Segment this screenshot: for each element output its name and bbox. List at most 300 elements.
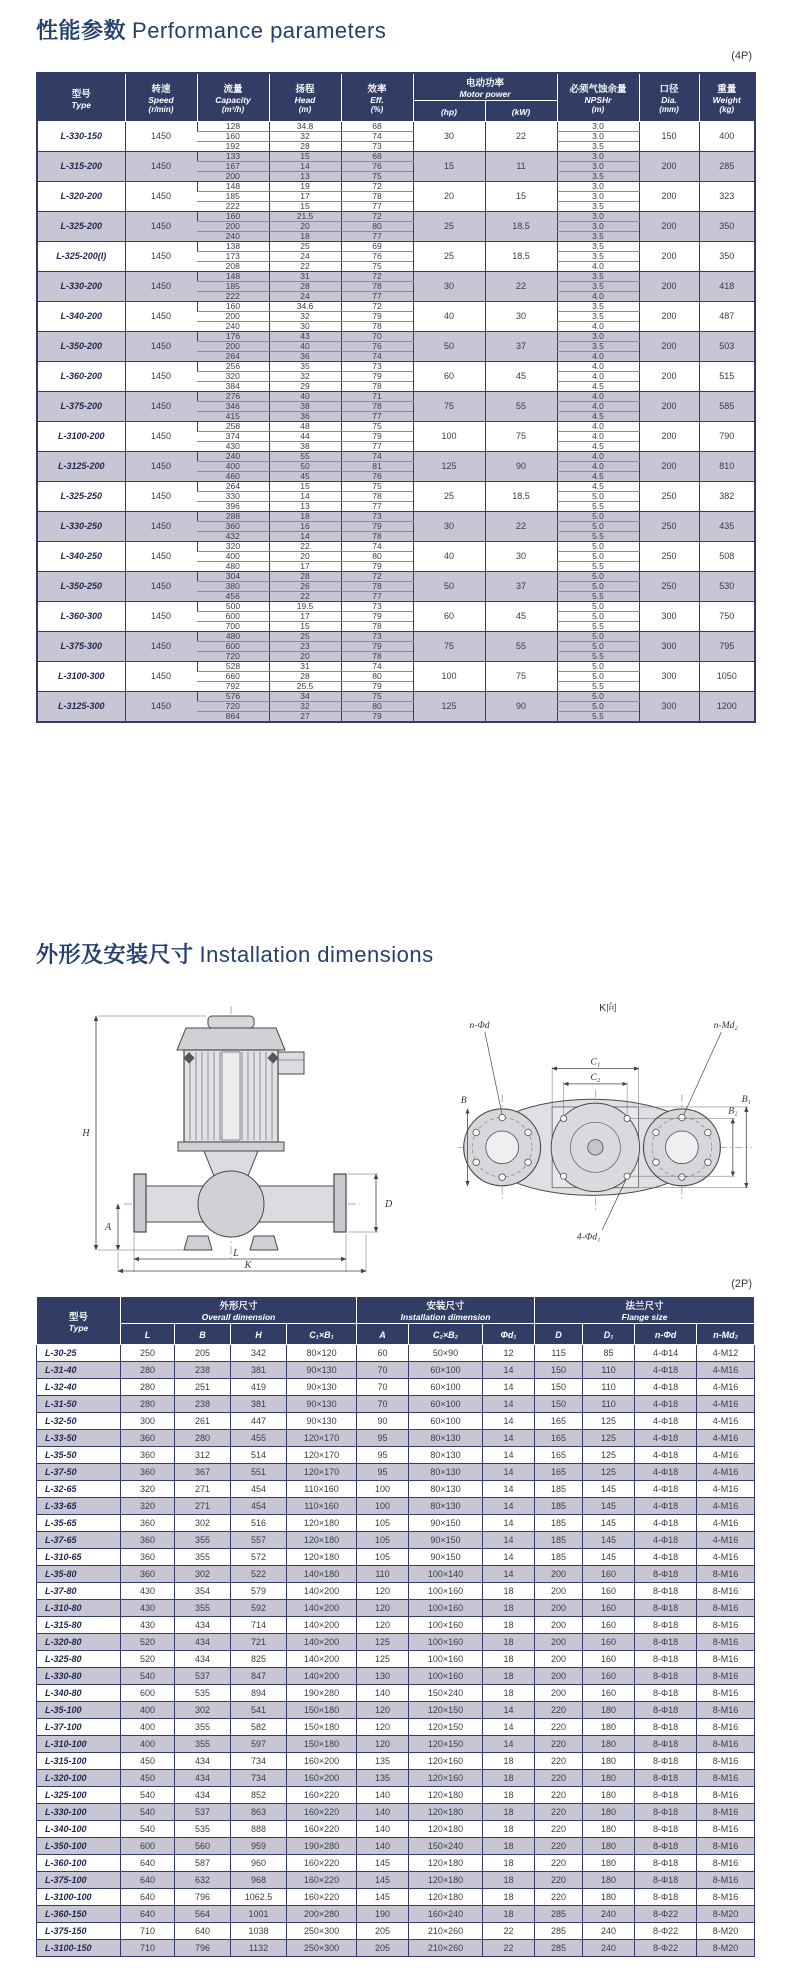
perf-cell-head: 31 — [269, 272, 341, 282]
perf-cell-head: 43 — [269, 332, 341, 342]
perf-cell-dia: 200 — [639, 422, 699, 452]
dims-cell: 145 — [583, 1481, 635, 1498]
dims-cell: 400 — [121, 1736, 175, 1753]
perf-cell-weight: 1200 — [699, 692, 755, 722]
perf-cell-npshr: 5.5 — [557, 562, 639, 572]
perf-cell-dia: 300 — [639, 692, 699, 722]
perf-row — [37, 152, 755, 162]
dims-cell: 150×180 — [287, 1702, 357, 1719]
dims-cell: 8-M16 — [697, 1719, 755, 1736]
dims-cell: 360 — [121, 1532, 175, 1549]
dims-row — [37, 1515, 755, 1532]
dims-cell: 125 — [583, 1447, 635, 1464]
dims-cell: 8-M16 — [697, 1804, 755, 1821]
perf-cell-npshr: 3.0 — [557, 152, 639, 162]
dims-cell: 560 — [175, 1838, 231, 1855]
dims-cell: 50×90 — [409, 1345, 483, 1362]
dims-cell: 360 — [121, 1566, 175, 1583]
perf-cell-npshr: 4.0 — [557, 392, 639, 402]
dims-cell: 120 — [357, 1702, 409, 1719]
perf-cell-npshr: 4.5 — [557, 412, 639, 422]
dims-cell: 14 — [483, 1430, 535, 1447]
perf-row — [37, 332, 755, 342]
dims-cell: 200 — [535, 1651, 583, 1668]
dims-cell-type: L-340-80 — [37, 1685, 121, 1702]
dims-cell: 355 — [175, 1736, 231, 1753]
perf-cell-npshr: 5.0 — [557, 692, 639, 702]
perf-cell-head: 25.5 — [269, 682, 341, 692]
dims-row — [37, 1362, 755, 1379]
dims-col-c2b2: C₂×B₂ — [409, 1324, 483, 1345]
dims-row — [37, 1481, 755, 1498]
dims-cell: 160×200 — [287, 1753, 357, 1770]
perf-cell-kw: 11 — [485, 152, 557, 182]
dims-cell: 180 — [583, 1804, 635, 1821]
perf-cell-capacity: 380 — [197, 582, 269, 592]
dims-cell: 312 — [175, 1447, 231, 1464]
perf-cell-dia: 250 — [639, 542, 699, 572]
perf-cell-speed: 1450 — [125, 512, 197, 542]
perf-cell-npshr: 3.0 — [557, 122, 639, 132]
perf-cell-capacity: 400 — [197, 462, 269, 472]
perf-cell-npshr: 5.0 — [557, 632, 639, 642]
dims-cell: 240 — [583, 1906, 635, 1923]
perf-cell-kw: 18.5 — [485, 212, 557, 242]
dims-cell: 640 — [121, 1889, 175, 1906]
perf-cell-npshr: 4.5 — [557, 472, 639, 482]
dims-cell: 8-M16 — [697, 1600, 755, 1617]
perf-cell-head: 34.8 — [269, 122, 341, 132]
perf-cell-capacity: 192 — [225, 141, 240, 152]
perf-cell-hp: 60 — [413, 602, 485, 632]
dims-cell: 14 — [483, 1549, 535, 1566]
dims-col-nmd2: n-Md₂ — [697, 1324, 755, 1345]
dims-cell: 4-Φ18 — [635, 1379, 697, 1396]
perf-cell-capacity: 600 — [197, 642, 269, 652]
dims-cell: 14 — [483, 1447, 535, 1464]
perf-cell-type: L-325-250 — [37, 482, 125, 512]
perf-cell-npshr: 5.0 — [557, 642, 639, 652]
dims-cell: 135 — [357, 1753, 409, 1770]
dims-cell: 18 — [483, 1685, 535, 1702]
dims-cell: 60×100 — [409, 1379, 483, 1396]
dims-cell: 90×150 — [409, 1549, 483, 1566]
perf-cell-speed: 1450 — [125, 302, 197, 332]
dims-cell: 714 — [231, 1617, 287, 1634]
dims-cell: 110 — [583, 1379, 635, 1396]
perf-cell-type: L-350-200 — [37, 332, 125, 362]
dims-cell: 454 — [231, 1481, 287, 1498]
perf-cell-speed: 1450 — [125, 272, 197, 302]
dims-cell: 80×130 — [409, 1464, 483, 1481]
dims-cell: 8-M16 — [697, 1838, 755, 1855]
perf-cell-capacity: 720 — [197, 652, 269, 662]
perf-cell-eff: 79 — [341, 562, 413, 572]
dims-cell: 18 — [483, 1787, 535, 1804]
perf-cell-capacity: 200 — [197, 342, 269, 352]
perf-cell-head: 22 — [269, 262, 341, 272]
dims-cell: 280 — [121, 1396, 175, 1413]
dims-cell: 120 — [357, 1617, 409, 1634]
perf-cell-npshr: 5.5 — [557, 682, 639, 692]
perf-cell-npshr: 4.5 — [557, 482, 639, 492]
perf-cell-weight: 530 — [699, 572, 755, 602]
perf-cell-npshr: 5.0 — [557, 552, 639, 562]
dims-cell: 160 — [583, 1617, 635, 1634]
dims-cell: 145 — [583, 1532, 635, 1549]
dimension-table-header — [37, 1297, 755, 1345]
dims-cell: 14 — [483, 1362, 535, 1379]
dims-cell: 22 — [483, 1923, 535, 1940]
perf-cell-capacity: 480 — [225, 561, 240, 572]
dims-row — [37, 1464, 755, 1481]
perf-cell-head: 34 — [269, 692, 341, 702]
perf-cell-head: 28 — [269, 282, 341, 292]
dims-cell: 8-Φ18 — [635, 1821, 697, 1838]
perf-cell-head: 21.5 — [269, 212, 341, 222]
installation-section-title — [36, 938, 434, 969]
dims-cell: 8-M16 — [697, 1821, 755, 1838]
view-label-k: K向 — [599, 1001, 617, 1014]
perf-cell-weight: 382 — [699, 482, 755, 512]
perf-cell-kw: 30 — [485, 542, 557, 572]
perf-cell-kw: 75 — [485, 662, 557, 692]
dims-cell: 120 — [357, 1600, 409, 1617]
perf-cell-npshr: 5.0 — [557, 702, 639, 712]
perf-cell-capacity: 288 — [197, 512, 269, 522]
dims-cell: 4-Φ18 — [635, 1464, 697, 1481]
perf-cell-head: 16 — [269, 522, 341, 532]
dims-cell: 8-M16 — [697, 1617, 755, 1634]
dims-cell: 381 — [231, 1396, 287, 1413]
perf-row — [37, 212, 755, 222]
dims-cell: 8-Φ18 — [635, 1889, 697, 1906]
dims-cell: 90 — [357, 1413, 409, 1430]
perf-cell-capacity: 264 — [197, 482, 269, 492]
dims-cell: 360 — [121, 1464, 175, 1481]
dims-cell: 18 — [483, 1770, 535, 1787]
dims-cell: 160 — [583, 1685, 635, 1702]
dims-cell: 18 — [483, 1651, 535, 1668]
dims-cell: 280 — [121, 1362, 175, 1379]
dims-row — [37, 1838, 755, 1855]
dims-cell: 18 — [483, 1753, 535, 1770]
dims-cell: 280 — [121, 1379, 175, 1396]
dims-cell: 564 — [175, 1906, 231, 1923]
dims-row — [37, 1668, 755, 1685]
dims-row — [37, 1413, 755, 1430]
perf-cell-npshr: 5.0 — [557, 612, 639, 622]
perf-cell-head: 38 — [269, 402, 341, 412]
dims-cell: 18 — [483, 1906, 535, 1923]
dims-cell: 125 — [583, 1413, 635, 1430]
dims-cell: 80×130 — [409, 1447, 483, 1464]
dims-cell: 300 — [121, 1413, 175, 1430]
perf-cell-capacity: 176 — [197, 332, 269, 342]
perf-cell-head: 20 — [269, 552, 341, 562]
dims-cell: 4-Φ18 — [635, 1515, 697, 1532]
dims-cell: 180 — [583, 1838, 635, 1855]
dims-cell: 540 — [121, 1821, 175, 1838]
dims-cell-type: L-35-50 — [37, 1447, 121, 1464]
dims-cell: 847 — [231, 1668, 287, 1685]
dims-cell: 4-M16 — [697, 1515, 755, 1532]
perf-row — [37, 572, 755, 582]
dims-cell: 454 — [231, 1498, 287, 1515]
perf-cell-capacity: 864 — [197, 712, 269, 722]
dims-cell: 18 — [483, 1617, 535, 1634]
performance-title-en: Performance parameters — [132, 18, 387, 43]
perf-cell-speed: 1450 — [125, 332, 197, 362]
dims-cell: 8-Φ18 — [635, 1872, 697, 1889]
perf-cell-head: 22 — [269, 592, 341, 602]
perf-cell-npshr: 5.5 — [557, 652, 639, 662]
dims-cell: 185 — [535, 1532, 583, 1549]
dims-cell: 205 — [357, 1940, 409, 1957]
perf-cell-capacity: 128 — [197, 122, 269, 132]
perf-row — [37, 122, 755, 132]
perf-cell-capacity: 330 — [197, 492, 269, 502]
dims-cell: 434 — [175, 1634, 231, 1651]
perf-cell-head: 17 — [269, 612, 341, 622]
perf-cell-head: 55 — [269, 452, 341, 462]
perf-cell-head: 27 — [269, 712, 341, 722]
dims-cell: 640 — [121, 1906, 175, 1923]
perf-cell-capacity: 160 — [197, 302, 269, 312]
dims-cell: 200 — [535, 1600, 583, 1617]
perf-cell-kw: 55 — [485, 392, 557, 422]
dims-cell: 200 — [535, 1668, 583, 1685]
dims-cell: 150×240 — [409, 1685, 483, 1702]
dim-label-k: K — [244, 1260, 252, 1271]
dims-cell: 8-M16 — [697, 1566, 755, 1583]
dims-cell: 4-Φ18 — [635, 1498, 697, 1515]
dims-cell: 455 — [231, 1430, 287, 1447]
perf-cell-eff: 73 — [341, 602, 413, 612]
dims-cell: 4-M16 — [697, 1498, 755, 1515]
dims-cell: 100×160 — [409, 1583, 483, 1600]
dims-cell: 4-M16 — [697, 1362, 755, 1379]
dims-cell: 4-M16 — [697, 1481, 755, 1498]
dims-cell: 180 — [583, 1872, 635, 1889]
perf-cell-head: 19 — [269, 182, 341, 192]
dims-cell: 959 — [231, 1838, 287, 1855]
dims-cell: 540 — [121, 1787, 175, 1804]
perf-cell-npshr: 3.5 — [557, 282, 639, 292]
perf-cell-speed: 1450 — [125, 692, 197, 722]
dims-cell: 150 — [535, 1396, 583, 1413]
perf-cell-speed: 1450 — [125, 392, 197, 422]
perf-cell-npshr: 4.0 — [557, 262, 639, 272]
dim-label-c1: C₁ — [590, 1056, 601, 1068]
dims-cell: 285 — [535, 1906, 583, 1923]
dims-cell: 587 — [175, 1855, 231, 1872]
dims-cell: 8-Φ22 — [635, 1923, 697, 1940]
dim-label-b2: B₂ — [728, 1105, 738, 1117]
dims-cell: 120×180 — [409, 1889, 483, 1906]
perf-cell-eff: 78 — [341, 322, 413, 332]
dims-cell: 600 — [121, 1685, 175, 1702]
perf-cell-weight: 585 — [699, 392, 755, 422]
perf-cell-eff: 79 — [341, 642, 413, 652]
dims-cell: 271 — [175, 1498, 231, 1515]
dims-row — [37, 1532, 755, 1549]
dims-row — [37, 1379, 755, 1396]
perf-cell-capacity: 160 — [197, 132, 269, 142]
dims-cell: 115 — [535, 1345, 583, 1362]
dims-col-d1: D₁ — [583, 1324, 635, 1345]
dims-cell-type: L-375-150 — [37, 1923, 121, 1940]
dims-cell: 18 — [483, 1855, 535, 1872]
dims-cell-type: L-37-65 — [37, 1532, 121, 1549]
perf-cell-npshr: 5.5 — [557, 712, 639, 722]
perf-cell-capacity: 576 — [197, 692, 269, 702]
perf-cell-head: 18 — [269, 232, 341, 242]
dims-cell: 894 — [231, 1685, 287, 1702]
dims-cell: 8-Φ18 — [635, 1736, 697, 1753]
dims-cell: 557 — [231, 1532, 287, 1549]
dims-cell: 150×180 — [287, 1736, 357, 1753]
perf-cell-capacity: 148 — [197, 272, 269, 282]
perf-cell-capacity: 160 — [197, 212, 269, 222]
dims-cell: 120×150 — [409, 1736, 483, 1753]
dims-cell-type: L-330-80 — [37, 1668, 121, 1685]
dims-cell: 600 — [121, 1838, 175, 1855]
perf-cell-capacity: 400 — [197, 552, 269, 562]
dims-cell: 796 — [175, 1889, 231, 1906]
perf-cell-eff: 77 — [341, 292, 413, 302]
perf-cell-eff: 75 — [341, 262, 413, 272]
dims-cell-type: L-315-80 — [37, 1617, 121, 1634]
dims-cell: 90×130 — [287, 1379, 357, 1396]
perf-cell-capacity: 528 — [197, 662, 269, 672]
dims-cell: 140×200 — [287, 1583, 357, 1600]
perf-cell-npshr: 5.5 — [557, 622, 639, 632]
perf-cell-weight: 418 — [699, 272, 755, 302]
perf-cell-dia: 200 — [639, 302, 699, 332]
dims-cell: 180 — [583, 1770, 635, 1787]
dims-cell: 220 — [535, 1821, 583, 1838]
col-header-hp: (hp) — [413, 101, 485, 122]
dims-cell: 14 — [483, 1719, 535, 1736]
perf-cell-weight: 1050 — [699, 662, 755, 692]
dims-cell: 140 — [357, 1685, 409, 1702]
dims-cell: 120×170 — [287, 1447, 357, 1464]
dims-cell: 4-Φ18 — [635, 1413, 697, 1430]
perf-cell-dia: 200 — [639, 242, 699, 272]
perf-cell-head: 24 — [269, 292, 341, 302]
dims-cell: 90×130 — [287, 1413, 357, 1430]
perf-cell-speed: 1450 — [125, 482, 197, 512]
dims-cell: 18 — [483, 1668, 535, 1685]
perf-cell-weight: 400 — [699, 122, 755, 152]
perf-cell-hp: 15 — [413, 152, 485, 182]
dims-cell: 160×220 — [287, 1872, 357, 1889]
perf-row — [37, 662, 755, 672]
dims-cell: 120×180 — [287, 1515, 357, 1532]
perf-cell-weight: 285 — [699, 152, 755, 182]
pole-tag-2p: (2P) — [731, 1278, 752, 1290]
performance-table — [36, 72, 756, 723]
perf-cell-eff: 81 — [341, 462, 413, 472]
dims-cell: 220 — [535, 1855, 583, 1872]
dims-cell: 632 — [175, 1872, 231, 1889]
dim-label-d: D — [385, 1199, 393, 1210]
dims-cell: 640 — [175, 1923, 231, 1940]
perf-cell-weight: 323 — [699, 182, 755, 212]
dims-cell-type: L-33-50 — [37, 1430, 121, 1447]
perf-cell-kw: 15 — [485, 182, 557, 212]
dims-cell: 220 — [535, 1736, 583, 1753]
perf-cell-npshr: 4.0 — [557, 452, 639, 462]
perf-cell-eff: 73 — [341, 142, 413, 152]
perf-cell-speed: 1450 — [125, 542, 197, 572]
dims-cell: 140 — [357, 1787, 409, 1804]
dims-row — [37, 1600, 755, 1617]
perf-cell-kw: 22 — [485, 512, 557, 542]
dims-cell-type: L-320-100 — [37, 1770, 121, 1787]
dims-cell: 888 — [231, 1821, 287, 1838]
dim-label-4-phi-d1: 4-Φd₁ — [576, 1231, 601, 1243]
dims-cell: 18 — [483, 1634, 535, 1651]
dims-cell: 4-Φ18 — [635, 1447, 697, 1464]
perf-cell-npshr: 3.0 — [557, 192, 639, 202]
dims-cell: 100 — [357, 1498, 409, 1515]
dims-cell: 4-Φ18 — [635, 1481, 697, 1498]
dims-cell: 190 — [357, 1906, 409, 1923]
perf-cell-npshr: 3.0 — [557, 332, 639, 342]
dims-cell: 8-M16 — [697, 1668, 755, 1685]
perf-cell-speed: 1450 — [125, 422, 197, 452]
dims-cell: 8-Φ18 — [635, 1770, 697, 1787]
dims-cell: 721 — [231, 1634, 287, 1651]
perf-cell-eff: 75 — [341, 172, 413, 182]
perf-cell-capacity: 430 — [225, 441, 240, 452]
dims-cell-type: L-30-25 — [37, 1345, 121, 1362]
perf-cell-weight: 350 — [699, 242, 755, 272]
dims-row — [37, 1634, 755, 1651]
dims-cell: 120 — [357, 1583, 409, 1600]
perf-cell-capacity: 600 — [197, 612, 269, 622]
perf-cell-npshr: 4.0 — [557, 402, 639, 412]
perf-cell-dia: 200 — [639, 392, 699, 422]
dims-cell: 210×260 — [409, 1940, 483, 1957]
dims-cell: 220 — [535, 1889, 583, 1906]
perf-cell-speed: 1450 — [125, 662, 197, 692]
perf-cell-head: 20 — [269, 652, 341, 662]
dims-row — [37, 1430, 755, 1447]
perf-cell-type: L-340-200 — [37, 302, 125, 332]
dims-col-h: H — [231, 1324, 287, 1345]
dims-cell-type: L-31-40 — [37, 1362, 121, 1379]
dims-row — [37, 1770, 755, 1787]
perf-cell-dia: 300 — [639, 662, 699, 692]
dims-cell: 8-Φ18 — [635, 1855, 697, 1872]
perf-cell-capacity: 185 — [197, 192, 269, 202]
dimension-table-body — [37, 1345, 755, 1957]
dims-cell: 120×180 — [409, 1787, 483, 1804]
dims-cell: 8-Φ18 — [635, 1838, 697, 1855]
dims-cell: 968 — [231, 1872, 287, 1889]
dims-cell: 120×160 — [409, 1753, 483, 1770]
dims-cell: 796 — [175, 1940, 231, 1957]
dims-row — [37, 1855, 755, 1872]
dims-cell: 18 — [483, 1838, 535, 1855]
dims-cell: 95 — [357, 1447, 409, 1464]
dims-cell: 520 — [121, 1651, 175, 1668]
perf-cell-kw: 37 — [485, 332, 557, 362]
perf-cell-type: L-325-200(I) — [37, 242, 125, 272]
